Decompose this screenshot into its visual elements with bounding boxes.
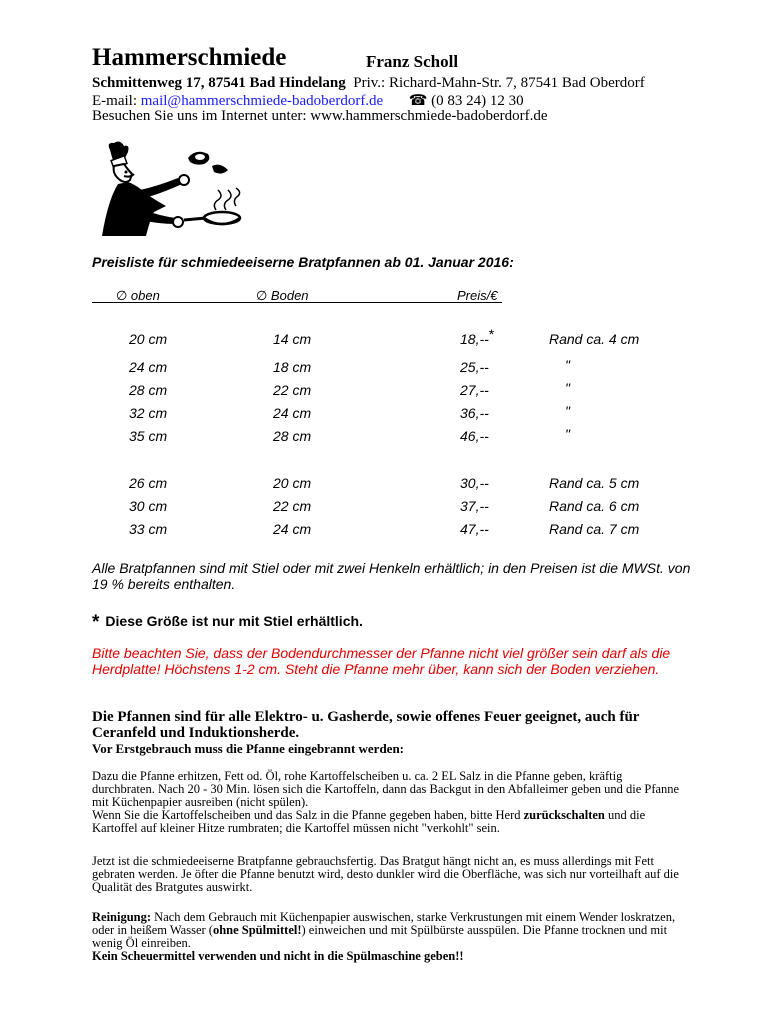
cell-price: 37,--	[460, 498, 489, 514]
cell-rim: "	[565, 357, 570, 373]
cell-rim: Rand ca. 6 cm	[549, 498, 640, 514]
cell-price: 36,--	[460, 405, 489, 421]
cell-top: 30 cm	[129, 498, 168, 514]
first-use-heading: Vor Erstgebrauch muss die Pfanne eingebrannt werden:	[92, 741, 405, 756]
cell-bottom: 22 cm	[273, 382, 312, 398]
cleaning-paragraph	[92, 911, 682, 963]
seasoning-instructions	[92, 770, 682, 835]
usage-paragraph: Jetzt ist die schmiedeeiserne Bratpfanne gebrauchsfertig. Das Bratgut hängt nicht an, es muss allerdings mit Fett gebraten werden. Je öfter die Pfanne benutzt wird, desto dunkler wird die Oberfläche, was sich nur vorteilhaft auf die Qualität des Bratgutes auswirkt.	[92, 854, 679, 894]
cell-bottom: 18 cm	[273, 359, 312, 375]
telephone-icon: ☎	[408, 93, 428, 109]
warning-note: Bitte beachten Sie, dass der Bodendurchmesser der Pfanne nicht viel größer sein darf als die Herdplatte! Höchstens 1-2 cm. Steht die Pfanne mehr über, kann sich der Boden verziehen.	[92, 645, 671, 677]
cell-bottom: 24 cm	[273, 521, 312, 537]
cell-bottom: 28 cm	[273, 428, 312, 444]
cell-rim: Rand ca. 5 cm	[549, 475, 640, 491]
cell-bottom: 14 cm	[273, 331, 312, 347]
paragraph: Reinigung: Nach dem Gebrauch mit Küchenpapier auswischen, starke Verkrustungen mit einem Wender loskratzen, oder in heißem Wasser (ohne Spülmittel!) einweichen und mit Spülbürste ausspülen. Die Pfanne trocknen und mit wenig Öl einreiben.	[92, 910, 676, 950]
business-address: Schmittenweg 17, 87541 Bad Hindelang	[92, 75, 346, 91]
cell-rim: Rand ca. 7 cm	[549, 521, 640, 537]
cell-top: 35 cm	[129, 428, 168, 444]
website-line: Besuchen Sie uns im Internet unter: www.hammerschmiede-badoberdorf.de	[92, 108, 548, 124]
suitability-heading: Die Pfannen sind für alle Elektro- u. Gasherde, sowie offenes Feuer geeignet, auch für Ceranfeld und Induktionsherde.	[92, 709, 640, 741]
col-header-top-diameter: ∅ oben	[116, 288, 160, 303]
cell-rim: Rand ca. 4 cm	[549, 331, 640, 347]
phone-number: (0 83 24) 12 30	[431, 93, 524, 109]
header-divider	[92, 302, 502, 303]
chef-with-pan-icon	[88, 140, 248, 240]
paragraph: Dazu die Pfanne erhitzen, Fett od. Öl, rohe Kartoffelscheiben u. ca. 2 EL Salz in die Pfanne geben, kräftig durchbraten. Nach 20 - 30 Min. lösen sich die Kartoffeln, dann das Backgut in den Abfalleimer geben und die Pfanne mit Küchenpapier ausreiben (nicht spülen).	[92, 769, 680, 809]
star-marker: *	[488, 326, 495, 342]
cell-price: 18,--*	[460, 326, 495, 347]
cell-price: 46,--	[460, 428, 489, 444]
cell-top: 20 cm	[129, 331, 168, 347]
cell-rim: "	[565, 380, 570, 396]
cell-price: 27,--	[460, 382, 489, 398]
cell-rim: "	[565, 426, 570, 442]
owner-name: Franz Scholl	[366, 52, 459, 71]
star-note: * Diese Größe ist nur mit Stiel erhältlich.	[92, 612, 363, 633]
cell-bottom: 24 cm	[273, 405, 312, 421]
col-header-price: Preis/€	[457, 288, 498, 303]
paragraph: Wenn Sie die Kartoffelscheiben und das Salz in die Pfanne gegeben haben, bitte Herd zurückschalten und die Kartoffel auf kleiner Hitze rumbraten; die Kartoffel müssen nicht "verkohlt" sein.	[92, 808, 646, 835]
cell-bottom: 20 cm	[273, 475, 312, 491]
col-header-bottom-diameter: ∅ Boden	[256, 288, 309, 303]
cell-price: 47,--	[460, 521, 489, 537]
email-link[interactable]: mail@hammerschmiede-badoberdorf.de	[140, 93, 384, 109]
cell-bottom: 22 cm	[273, 498, 312, 514]
email-label: E-mail:	[92, 93, 137, 109]
address-line	[92, 75, 645, 92]
handles-note: Alle Bratpfannen sind mit Stiel oder mit zwei Henkeln erhältlich; in den Preisen ist die MWSt. von 19 % bereits enthalten.	[92, 560, 691, 592]
star-marker: *	[92, 612, 100, 633]
price-list-title: Preisliste für schmiedeeiserne Bratpfannen ab 01. Januar 2016:	[92, 254, 514, 270]
company-title: Hammerschmiede	[92, 44, 287, 71]
cell-price: 30,--	[460, 475, 489, 491]
private-address: Priv.: Richard-Mahn-Str. 7, 87541 Bad Oberdorf	[353, 75, 645, 91]
cell-rim: "	[565, 403, 570, 419]
cell-top: 26 cm	[129, 475, 168, 491]
cell-top: 33 cm	[129, 521, 168, 537]
cell-price: 25,--	[460, 359, 489, 375]
final-warning: Kein Scheuermittel verwenden und nicht in die Spülmaschine geben!!	[92, 949, 464, 963]
cell-top: 32 cm	[129, 405, 168, 421]
cell-top: 28 cm	[129, 382, 168, 398]
cell-top: 24 cm	[129, 359, 168, 375]
